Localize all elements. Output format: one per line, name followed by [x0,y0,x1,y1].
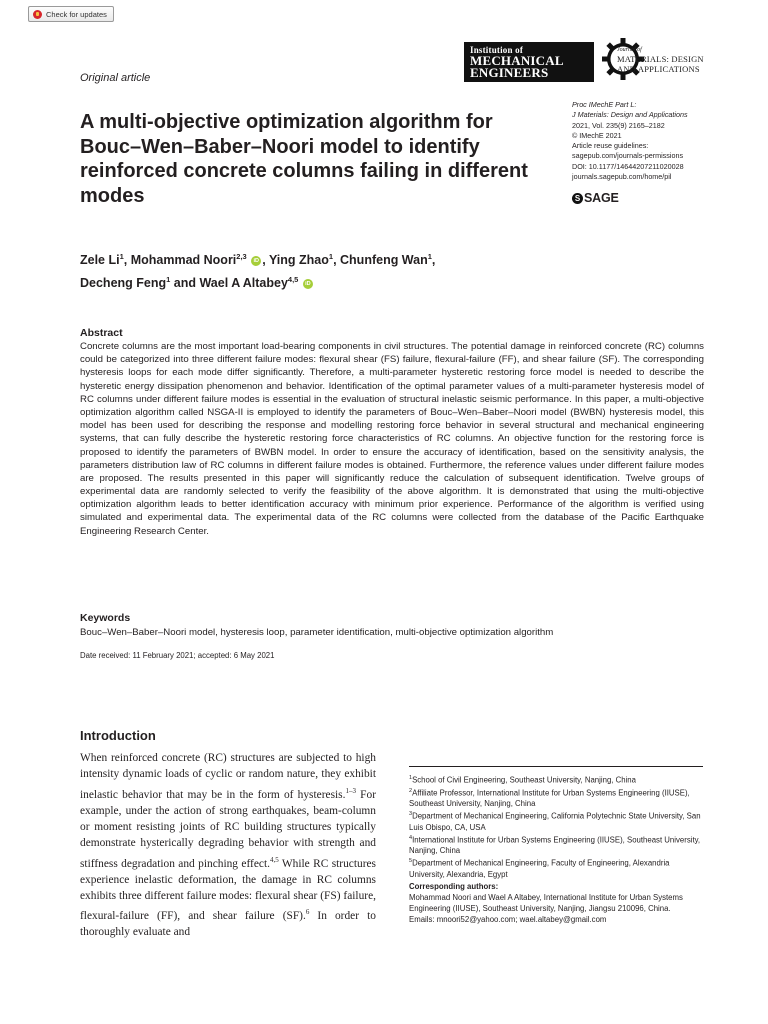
sage-s-icon: S [572,193,583,204]
keywords-text: Bouc–Wen–Baber–Noori model, hysteresis loop, parameter identification, multi-objective optimization algorithm [80,627,554,638]
imeche-logo-line1: Institution of [470,45,524,55]
imeche-logo [464,42,594,82]
affiliation-text: Affiliate Professor, International Institute for Urban Systems Engineering (IIUSE), Southeast University, Nanjing, China [409,788,690,809]
publisher-name: SAGE [584,191,619,205]
corresponding-text: Mohammad Noori and Wael A Altabey, International Institute for Urban Systems Engineering (IIUSE), Southeast University, Nanjing, Jiangsu 210096, China. [409,892,683,913]
abstract-text: Concrete columns are the most important load-bearing components in civil structures. The potential damage in reinforced concrete (RC) columns could be categorized into three different failure modes: flexural shear (FS) failure, flexural-failure (FF), and shear failure (SF). The corresponding hysteresis loops for each mode differ significantly. Therefore, a multi-parameter hysteretic restoring force model is needed to describe the hysteretic energy dissipation phenomenon and behavior. Identification of the optimal parameter values of a multi-parameter hysteresis model of RC columns under different failure modes is essential in the evaluation of structural inelastic seismic performance. In this paper, a multi-objective optimization algorithm called NSGA-II is employed to identify the parameters of Bouc–Wen–Baber–Noori model (BWBN) hysteresis model, this model has been used for describing the response and modelling restoring force behavior in several structural and mechanical engineering systems, that can fully describe the hysteretic restoring force characteristics of RC columns. An objective function for the restoring force is proposed to identify the parameters of BWBN model. In order to ensure the accuracy of identification, based on the sensitivity analysis, the parameters distribution law of RC columns in different failure modes is obtained. Furthermore, the reference values under different failure modes are proposed. The results presented in this paper will significantly reduce the calculation of subsequent identification. Twelve groups of experimental data are randomly selected to verify the feasibility of the above algorithm. It is demonstrated that using the multi-objective optimization algorithm leads to better identification accuracy with minimum prior experience. Performance of the algorithm is verified using simulated and experimental data. The experimental data of the RC columns were collected from the database of the Pacific Earthquake Engineering Research Center. [80,341,704,537]
copyright: © IMechE 2021 [572,130,622,140]
affiliation-item [409,786,703,810]
affiliation-number: 2 [409,787,413,794]
affiliation-item [409,856,703,880]
date-received: Date received: 11 February 2021; accepted: 6 May 2021 [80,651,275,660]
affiliation-item [409,809,703,833]
check-for-updates-button[interactable] [28,6,114,22]
affiliation-number: 3 [409,811,413,818]
article-type: Original article [80,72,151,84]
affiliations [409,773,703,925]
affiliation-list [409,773,703,880]
affiliation-text: Department of Mechanical Engineering, California Polytechnic State University, San Luis Obispo, CA, USA [409,811,701,832]
journal-url-link[interactable]: journals.sagepub.com/home/pil [572,172,672,182]
author-name: Zele Li [80,253,120,268]
journal-logo-line3: AND APPLICATIONS [617,64,700,74]
affiliation-text: School of Civil Engineering, Southeast University, Nanjing, China [412,775,636,785]
affiliation-number: 1 [409,775,413,781]
check-for-updates-label: Check for updates [46,9,107,19]
permissions-link[interactable]: sagepub.com/journals-permissions [572,151,684,161]
article-title: A multi-objective optimization algorithm for Bouc–Wen–Baber–Noori model to identify reinforced concrete columns failing in different modes [80,111,528,207]
author-affiliation-marker: 1 [166,275,171,285]
journal-metadata [572,100,762,182]
crossmark-icon [33,10,42,19]
introduction-heading: Introduction [80,728,156,743]
journal-name-line1: Proc IMechE Part L: [572,100,637,109]
affiliation-number: 4 [409,834,413,841]
corresponding-emails[interactable]: Emails: mnoori52@yahoo.com; wael.altabey@gmail.com [409,914,607,924]
orcid-icon[interactable]: iD [251,256,261,266]
footnote-divider [409,766,703,767]
citation-marker[interactable]: 4,5 [269,855,279,864]
affiliation-text: Department of Mechanical Engineering, Faculty of Engineering, Alexandria University, Alexandria, Egypt [409,858,670,879]
sage-logo [572,191,619,205]
corresponding-heading: Corresponding authors: [409,881,499,891]
reuse-guidelines: Article reuse guidelines: [572,141,649,151]
journal-logo-line2: MATERIALS: DESIGN [617,54,704,64]
volume-info: 2021, Vol. 235(9) 2165–2182 [572,120,665,130]
author-affiliation-marker: 1 [119,252,124,261]
doi-link[interactable]: DOI: 10.1177/14644207211020028 [572,161,684,171]
citation-marker[interactable]: 1–3 [345,786,356,795]
author-name: Decheng Feng [80,276,167,291]
affiliation-item [409,833,703,857]
keywords-heading: Keywords [80,612,131,624]
author-name: Ying Zhao [268,253,329,268]
introduction-text: When reinforced concrete (RC) structures are subjected to high intensity dynamic loads of cyclic or random nature, they exhibit inelastic behavior that may be in the form of hysteresis.$^{1-3}$ For example, under the action of strong earthquakes, beam-column or moment resisting joints of RC building structures typically demonstrate hysterically degrading behavior with strength and stiffness degradation and pinching effect.$^{4,5}$ While RC structures experience inelastic deformation, the damage in RC columns exhibits three different failure modes: flexural shear (FS) failure, flexural-failure (FF), and shear failure (SF).$^6$ In order to thoroughly evaluate and [80,752,377,939]
author-affiliation-marker: 1 [427,252,432,261]
author-name: Mohammad Noori [130,253,237,268]
abstract-heading: Abstract [80,327,123,339]
author-name: Chunfeng Wan [340,253,428,268]
affiliation-text: International Institute for Urban Systems Engineering (IIUSE), Southeast University, Nanjing, China [409,835,701,856]
imeche-logo-line2: MECHANICAL [470,53,564,68]
journal-name-line2: J Materials: Design and Applications [572,110,688,120]
author-affiliation-marker: 1 [328,252,334,261]
author-name: Wael A Altabey [199,276,288,291]
imeche-logo-line3: ENGINEERS [470,65,549,80]
author-affiliation-marker: 4,5 [287,275,299,285]
affiliation-item [409,773,703,786]
author-list: Zele Li$^1$, Mohammad Noori$^{2,3}$ iD , Ying Zhao$^1$, Chunfeng Wan$^1$, Decheng Feng$^1$ and Wael A Altabey$^{4,5}$ iD [80,252,436,291]
affiliation-number: 5 [409,858,413,865]
citation-marker[interactable]: 6 [305,908,310,917]
author-affiliation-marker: 2,3 [236,252,247,261]
orcid-icon[interactable]: iD [303,279,313,289]
journal-logo-line1: Journal of [617,47,642,53]
